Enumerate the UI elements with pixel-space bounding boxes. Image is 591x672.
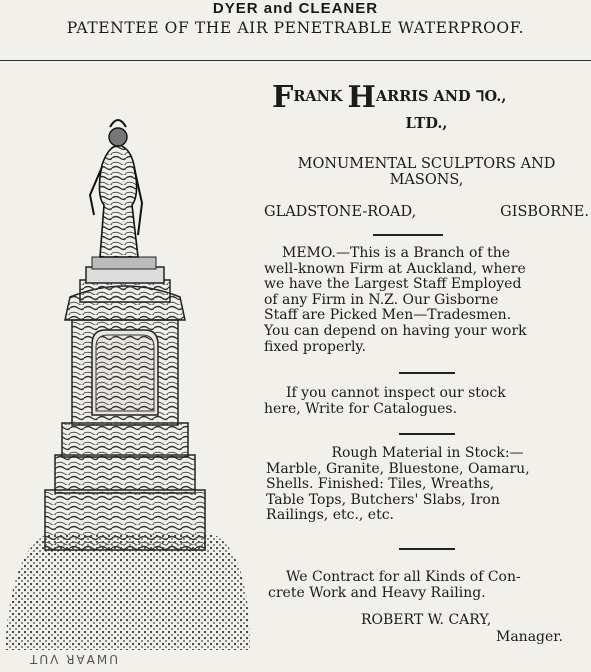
monument-illustration (0, 85, 255, 668)
memo-line: You can depend on having your work (264, 322, 527, 339)
header-line-dyer: DYER and CLEANER (212, 0, 379, 17)
memo-line: of any Firm in N.Z. Our Gisborne (264, 291, 499, 308)
contract-line: crete Work and Heavy Railing. (268, 584, 486, 601)
catalogue-line: If you cannot inspect our stock (286, 385, 506, 401)
trade-description (264, 156, 589, 188)
memo-paragraph (264, 246, 589, 355)
signature-name: ROBERT W. CARY, (361, 612, 492, 628)
materials-line: Shells. Finished: Tiles, Wreaths, (266, 476, 495, 493)
firm-part-frank: RANK (293, 88, 348, 105)
memo-line: we have the Largest Staff Employed (264, 276, 522, 293)
memo-line: fixed properly. (264, 338, 366, 355)
divider-2 (399, 372, 455, 374)
address-street: GLADSTONE-ROAD, (264, 204, 417, 220)
header (0, 0, 591, 38)
illustration-caption: ꓕꓵꓥ ꓤꓯꓮꓟꓵ (30, 653, 121, 667)
address-town: GISBORNE. (500, 204, 589, 220)
memo-line: MEMO.—This is a Branch of the (282, 245, 511, 261)
firm-name (264, 80, 589, 135)
firm-initial-h: H (347, 80, 376, 115)
catalogue-paragraph (264, 386, 589, 417)
contract-paragraph (268, 570, 589, 601)
signature-title: Manager. (496, 629, 563, 645)
header-line-patentee: PATENTEE OF THE AIR PENETRABLE WATERPROOF. (66, 19, 525, 37)
firm-part-co: ᒣO., (475, 88, 507, 105)
divider-3 (399, 433, 455, 435)
signature (264, 612, 589, 646)
materials-line: Railings, etc., etc. (266, 507, 395, 524)
catalogue-line: here, Write for Catalogues. (264, 400, 458, 417)
top-rule (0, 60, 591, 61)
memo-line: well-known Firm at Auckland, where (264, 260, 526, 277)
firm-ltd: LTD., (405, 115, 448, 132)
monument-icon (0, 85, 255, 668)
memo-line: Staff are Picked Men—Tradesmen. (264, 307, 512, 324)
address (264, 204, 589, 220)
divider-1 (373, 234, 443, 236)
materials-line: Marble, Granite, Bluestone, Oamaru, (266, 460, 530, 477)
trade-line-1: MONUMENTAL SCULPTORS AND (297, 156, 556, 172)
contract-line: We Contract for all Kinds of Con- (286, 569, 521, 585)
trade-line-2: MASONS, (389, 172, 464, 188)
materials-paragraph (266, 446, 589, 524)
materials-heading: Rough Material in Stock:— (331, 445, 524, 461)
materials-line: Table Tops, Butchers' Slabs, Iron (266, 491, 500, 508)
firm-part-harris: ARRIS AND (375, 88, 476, 105)
divider-4 (399, 548, 455, 550)
firm-initial-f: F (272, 80, 294, 115)
